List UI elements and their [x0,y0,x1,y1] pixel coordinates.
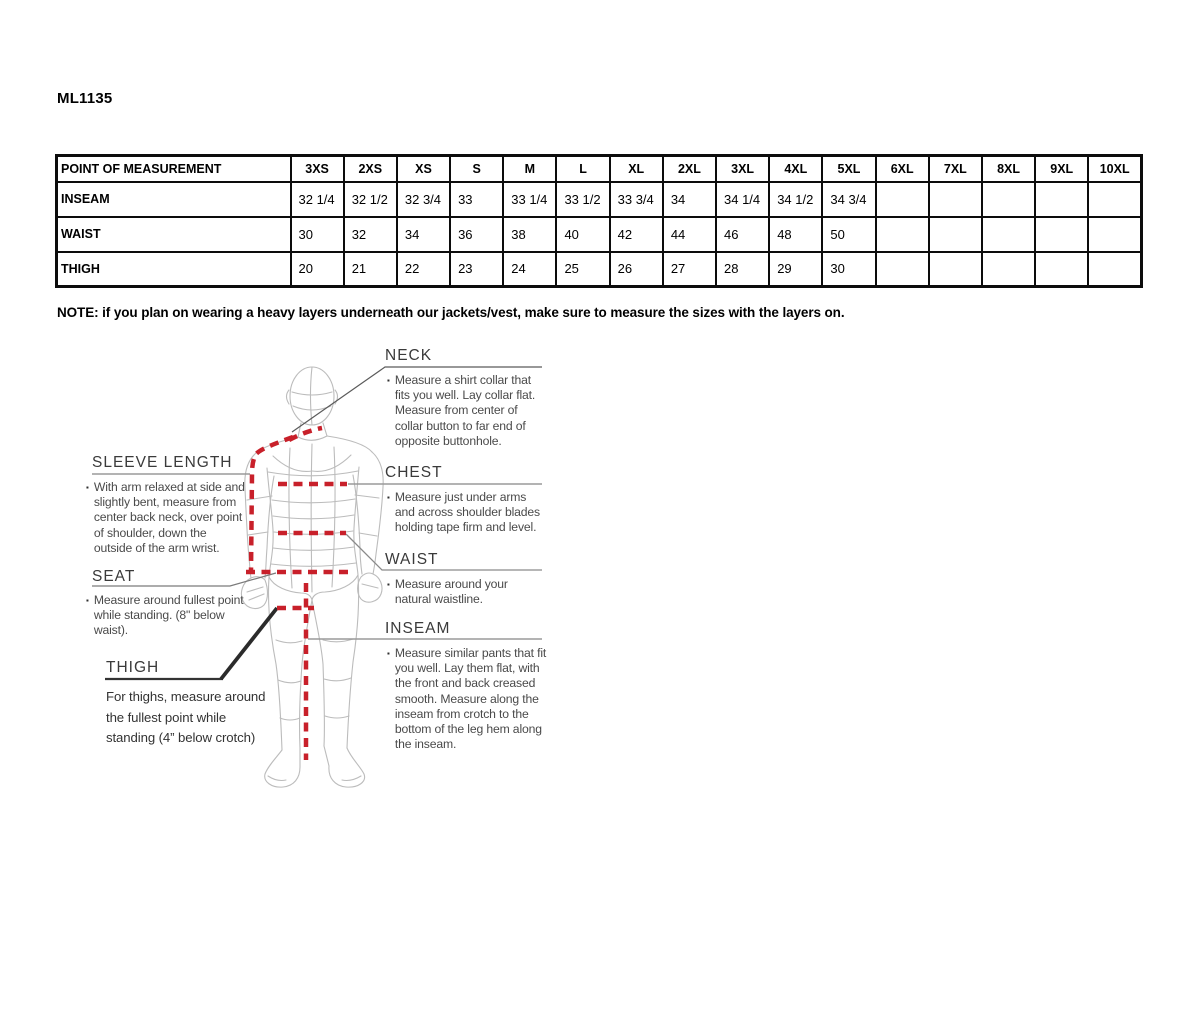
chest-label-description: ▪ Measure just under arms and across shoulder blades holding tape firm and level. [387,490,540,535]
thigh-label [106,659,159,677]
square-bullet-icon: ▪ [387,493,390,502]
table-cell: 34 3/4 [822,182,875,217]
column-header: 2XS [344,156,397,182]
table-cell [876,252,929,287]
table-cell: 32 [344,217,397,252]
column-header: 7XL [929,156,982,182]
table-cell [1035,252,1088,287]
thigh-label-title: THIGH [106,659,160,676]
column-header: 3XL [716,156,769,182]
neck-label-description: ▪ Measure a shirt collar that fits you well. Lay collar flat. Measure from center of collar button to far end of opposite buttonhole. [387,373,536,448]
table-cell: 36 [450,217,503,252]
chest-label [385,464,443,482]
table-cell: 50 [822,217,875,252]
table-cell [982,217,1035,252]
waist-label [385,551,439,569]
table-cell: 33 3/4 [610,182,663,217]
table-cell: 34 1/2 [769,182,822,217]
column-header: POINT OF MEASUREMENT [57,156,291,182]
square-bullet-icon: ▪ [86,596,89,605]
table-cell: 20 [291,252,344,287]
waist-label-title: WAIST [385,551,439,568]
table-cell: 23 [450,252,503,287]
table-cell: 40 [556,217,609,252]
table-cell: 38 [503,217,556,252]
table-cell: 30 [291,217,344,252]
table-row-inseam [57,182,1142,217]
size-chart-table [55,154,1143,288]
table-cell: 32 3/4 [397,182,450,217]
table-cell [929,217,982,252]
document-title: ML1135 [57,90,113,107]
note-text: NOTE: if you plan on wearing a heavy layers underneath our jackets/vest, make sure to measure the sizes with the layers on. [57,305,845,320]
square-bullet-icon: ▪ [387,376,390,385]
table-cell: 32 1/4 [291,182,344,217]
neck-label-title: NECK [385,347,433,364]
square-bullet-icon: ▪ [86,483,89,492]
table-cell [1088,252,1141,287]
thigh-label-description: For thighs, measure around the fullest point while standing (4” below crotch) [106,689,266,745]
column-header: M [503,156,556,182]
column-header: 5XL [822,156,875,182]
table-cell [876,217,929,252]
seat-label-title: SEAT [92,568,136,585]
table-cell: 27 [663,252,716,287]
table-cell [982,182,1035,217]
column-header: 9XL [1035,156,1088,182]
table-cell: 29 [769,252,822,287]
seat-label [92,568,135,586]
column-header: L [556,156,609,182]
column-header: 8XL [982,156,1035,182]
table-cell: 42 [610,217,663,252]
table-row-waist [57,217,1142,252]
table-cell [876,182,929,217]
table-cell: 32 1/2 [344,182,397,217]
table-cell [1088,182,1141,217]
table-cell [929,252,982,287]
table-cell: 28 [716,252,769,287]
measurement-diagram [70,340,550,795]
sleeve-length-label-title: SLEEVE LENGTH [92,454,233,471]
table-cell: 48 [769,217,822,252]
row-label: THIGH [57,252,291,287]
table-cell: 22 [397,252,450,287]
column-header: S [450,156,503,182]
column-header: XS [397,156,450,182]
seat-label-description: ▪ Measure around fullest point while standing. (8" below waist). [86,593,244,638]
table-cell: 30 [822,252,875,287]
sleeve-length-label [92,454,233,472]
column-header: 2XL [663,156,716,182]
chest-label-title: CHEST [385,464,443,481]
row-label: WAIST [57,217,291,252]
column-header: 6XL [876,156,929,182]
sleeve-length-label-description: ▪ With arm relaxed at side and slightly bent, measure from center back neck, over point of shoulder, down the outside of the arm wrist. [86,480,245,555]
table-cell: 25 [556,252,609,287]
table-cell: 33 [450,182,503,217]
table-row-thigh [57,252,1142,287]
table-cell: 21 [344,252,397,287]
square-bullet-icon: ▪ [387,580,390,589]
neck-measure-line [289,428,322,440]
waist-label-description: ▪ Measure around your natural waistline. [387,577,508,607]
table-cell: 34 1/4 [716,182,769,217]
table-header-row [57,156,1142,182]
column-header: XL [610,156,663,182]
column-header: 10XL [1088,156,1141,182]
square-bullet-icon: ▪ [387,649,390,658]
table-cell [1035,182,1088,217]
table-cell: 46 [716,217,769,252]
table-cell [1088,217,1141,252]
column-header: 3XS [291,156,344,182]
column-header: 4XL [769,156,822,182]
table-cell [929,182,982,217]
table-cell: 33 1/2 [556,182,609,217]
neck-label [385,347,432,365]
inseam-label [385,620,450,638]
row-label: INSEAM [57,182,291,217]
table-cell [1035,217,1088,252]
table-cell: 24 [503,252,556,287]
table-cell: 34 [397,217,450,252]
inseam-label-description: ▪ Measure similar pants that fit you well. Lay them flat, with the front and back creased smooth. Measure along the inseam from crotch to the bottom of the leg hem along the inseam. [387,646,547,752]
table-cell: 34 [663,182,716,217]
table-cell: 26 [610,252,663,287]
table-cell: 33 1/4 [503,182,556,217]
table-cell: 44 [663,217,716,252]
inseam-label-title: INSEAM [385,620,451,637]
table-cell [982,252,1035,287]
